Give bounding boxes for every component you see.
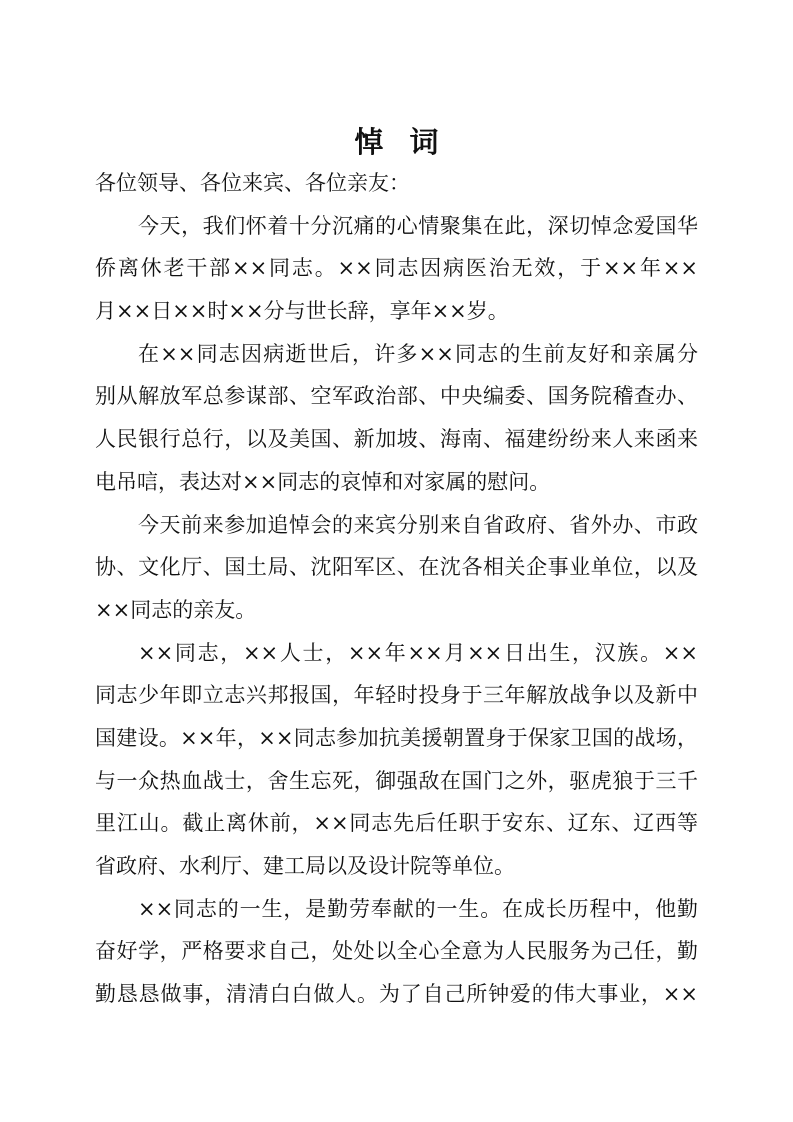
paragraph-line: 与一众热血战士，舍生忘死，御强敌在国门之外，驱虎狼于三千: [95, 768, 698, 793]
paragraph-line: 在××同志因病逝世后，许多××同志的生前友好和亲属分: [138, 341, 698, 366]
paragraph-line: ××同志，××人士，××年××月××日出生，汉族。××: [138, 640, 698, 665]
paragraph-line: 人民银行总行，以及美国、新加坡、海南、福建纷纷来人来函来: [95, 427, 698, 452]
paragraph: [95, 211, 698, 339]
paragraph: [95, 638, 698, 894]
paragraph-line: ××同志的亲友。: [95, 597, 257, 622]
paragraph-line: ××同志的一生，是勤劳奉献的一生。在成长历程中，他勤: [138, 896, 698, 921]
paragraph-line: 省政府、水利厅、建工局以及设计院等单位。: [95, 854, 515, 878]
paragraph-line: 侨离休老干部××同志。××同志因病医治无效，于××年××: [95, 256, 698, 281]
paragraph-line: 奋好学，严格要求自己，处处以全心全意为人民服务为己任，勤: [95, 939, 698, 964]
paragraph-line: 电吊唁，表达对××同志的哀悼和对家属的慰问。: [95, 469, 551, 494]
paragraph-line: 国建设。××年，××同志参加抗美援朝置身于保家卫国的战场，: [95, 725, 698, 750]
paragraph-line: 里江山。截止离休前，××同志先后任职于安东、辽东、辽西等: [95, 811, 698, 836]
paragraph-line: 勤恳恳做事，清清白白做人。为了自己所钟爱的伟大事业，××: [95, 982, 698, 1007]
paragraph-line: 月××日××时××分与世长辞，享年××岁。: [95, 299, 509, 324]
paragraph: [95, 894, 698, 1022]
salutation: 各位领导、各位来宾、各位亲友：: [95, 171, 410, 195]
paragraph: [95, 510, 698, 638]
paragraph-line: 今天，我们怀着十分沉痛的心情聚集在此，深切悼念爱国华: [138, 213, 698, 238]
document-body: [95, 168, 698, 1022]
paragraphs: [95, 211, 698, 1022]
paragraph-line: 今天前来参加追悼会的来宾分别来自省政府、省外办、市政: [138, 512, 698, 537]
paragraph: [95, 339, 698, 510]
paragraph-line: 同志少年即立志兴邦报国，年轻时投身于三年解放战争以及新中: [95, 683, 698, 708]
paragraph-line: 别从解放军总参谋部、空军政治部、中央编委、国务院稽查办、: [95, 384, 698, 409]
paragraph-line: 协、文化厅、国土局、沈阳军区、在沈各相关企事业单位，以及: [95, 555, 698, 580]
page-title: 悼词: [354, 125, 465, 159]
